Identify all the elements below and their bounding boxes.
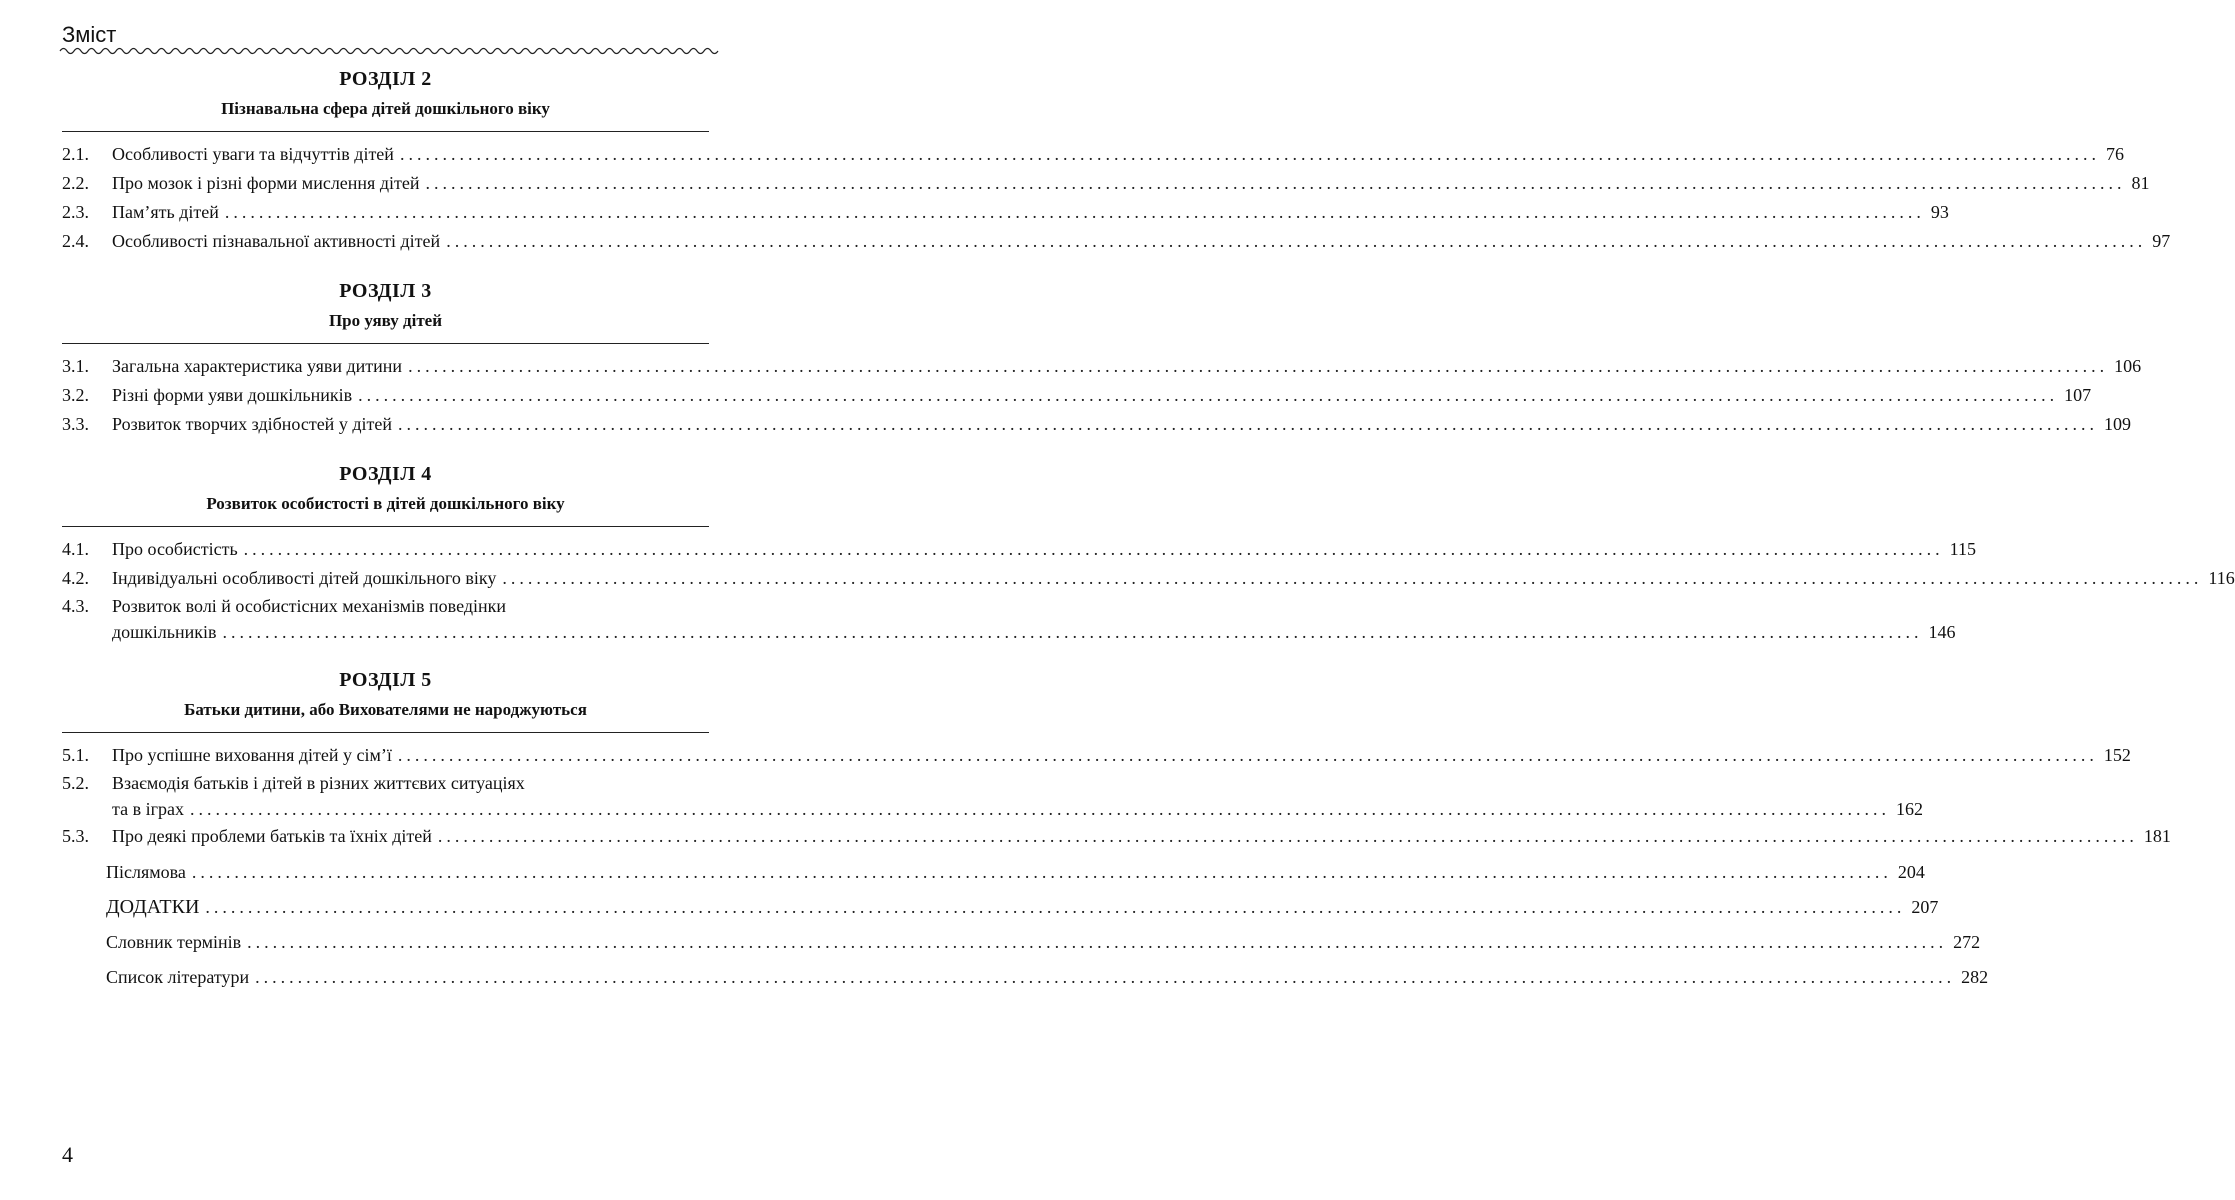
entry-number: 5.1. [62,745,89,765]
entry-page: 93 [1930,202,1949,222]
entry-number: 3.3. [62,414,89,434]
entry-page: 76 [2105,144,2124,164]
header-wavy-rule [60,44,710,58]
entry-page: 204 [1897,862,1925,882]
entry-title: Загальна характеристика уяви дитини [112,356,403,376]
toc-entry[interactable] [62,770,1923,822]
entry-page: 282 [1961,967,1989,987]
entry-title-line-1: Розвиток волі й особистісних механізмів поведінки [112,596,506,616]
dot-leader: ........................................................................................................................................................................................................ [191,862,1892,882]
entry-title: Різні форми уяви дошкільників [112,385,353,405]
entry-page: 152 [2103,745,2131,765]
toc-entry[interactable] [62,535,1976,564]
entry-number: 3.2. [62,385,89,405]
entry-page: 81 [2131,173,2150,193]
section-title: РОЗДІЛ 4 [339,463,432,485]
table-of-contents [62,68,2235,995]
entry-title-line-2: дошкільників [112,622,217,642]
dot-leader: ........................................................................................................................................................................................................ [222,622,1923,642]
section-4 [62,463,2235,645]
dot-leader: ........................................................................................................................................................................................................ [189,799,1890,819]
entry-title: Пам’ять дітей [112,202,219,222]
toc-entry[interactable] [62,352,2142,381]
toc-entry[interactable] [62,410,2131,439]
dot-leader: ........................................................................................................................................................................................................ [425,173,2126,193]
entry-title: Післямова [106,862,186,882]
entry-title: Список літератури [106,967,250,987]
entry-page: 146 [1928,622,1956,642]
section-subtitle: Про уяву дітей [328,311,443,330]
section-divider [62,526,709,527]
entry-title: Про успішне виховання дітей у сім’ї [112,745,392,765]
section-title: РОЗДІЛ 2 [339,68,432,90]
toc-entry[interactable] [62,169,2150,198]
entry-page: 162 [1895,799,1923,819]
section-subtitle: Пізнавальна сфера дітей дошкільного віку [221,99,550,118]
section-2 [62,68,2171,256]
entry-title: Про мозок і різні форми мислення дітей [112,173,420,193]
entry-title: ДОДАТКИ [106,896,200,918]
entry-number: 5.3. [62,826,89,846]
toc-entry[interactable] [62,890,1939,925]
entry-title: Індивідуальні особливості дітей дошкільного віку [112,568,497,588]
dot-leader: ........................................................................................................................................................................................................ [446,231,2147,251]
toc-entry[interactable] [62,925,1981,960]
entry-title: Розвиток творчих здібностей у дітей [112,414,392,434]
entry-page: 107 [2064,385,2092,405]
dot-leader: ........................................................................................................................................................................................................ [437,826,2138,846]
dot-leader: ........................................................................................................................................................................................................ [247,932,1948,952]
dot-leader: ........................................................................................................................................................................................................ [255,967,1956,987]
dot-leader: ........................................................................................................................................................................................................ [243,539,1944,559]
entry-page: 181 [2143,826,2171,846]
entry-page: 116 [2208,568,2235,588]
entry-title: Словник термінів [106,932,242,952]
entry-title: Особливості уваги та відчуттів дітей [112,144,394,164]
toc-entry[interactable] [62,227,2171,256]
toc-entry[interactable] [62,960,1989,995]
section-divider [62,732,709,733]
toc-entry[interactable] [62,140,2124,169]
dot-leader: ........................................................................................................................................................................................................ [397,745,2098,765]
dot-leader: ........................................................................................................................................................................................................ [397,414,2098,434]
entry-title-line-1: Взаємодія батьків і дітей в різних життєвих ситуаціях [112,773,525,793]
section-subtitle: Розвиток особистості в дітей дошкільного віку [206,494,565,513]
entry-page: 272 [1953,932,1981,952]
entry-page: 109 [2103,414,2131,434]
page-number: 4 [62,1142,73,1167]
back-matter [62,855,1989,995]
dot-leader: ........................................................................................................................................................................................................ [358,385,2059,405]
entry-number: 2.2. [62,173,89,193]
entry-title: Про особистість [112,539,238,559]
section-title: РОЗДІЛ 3 [339,280,432,302]
entry-number: 5.2. [62,773,89,793]
dot-leader: ........................................................................................................................................................................................................ [408,356,2109,376]
entry-title: Про деякі проблеми батьків та їхніх дітей [112,826,432,846]
entry-number: 2.1. [62,144,89,164]
dot-leader: ........................................................................................................................................................................................................ [399,144,2100,164]
entry-title-line-2: та в іграх [112,799,184,819]
section-divider [62,131,709,132]
entry-number: 2.3. [62,202,89,222]
section-3 [62,280,2142,439]
entry-page: 115 [1949,539,1976,559]
entry-number: 4.1. [62,539,89,559]
entry-number: 4.2. [62,568,89,588]
entry-number: 3.1. [62,356,89,376]
entry-number: 4.3. [62,596,89,616]
running-header: Зміст [62,22,117,47]
toc-entry[interactable] [62,593,1956,645]
toc-entry[interactable] [62,855,1925,890]
dot-leader: ........................................................................................................................................................................................................ [224,202,1925,222]
toc-entry[interactable] [62,381,2092,410]
entry-number: 2.4. [62,231,89,251]
dot-leader: ........................................................................................................................................................................................................ [502,568,2203,588]
toc-entry[interactable] [62,822,2171,851]
section-subtitle: Батьки дитини, або Вихователями не народжуються [184,700,587,719]
entry-page: 207 [1911,897,1939,917]
entry-page: 106 [2114,356,2142,376]
section-title: РОЗДІЛ 5 [339,669,432,691]
toc-entry[interactable] [62,741,2131,770]
entry-page: 97 [2152,231,2171,251]
toc-entry[interactable] [62,564,2235,593]
section-5 [62,669,2171,851]
entry-title: Особливості пізнавальної активності дітей [112,231,441,251]
toc-entry[interactable] [62,198,1949,227]
dot-leader: ........................................................................................................................................................................................................ [205,897,1906,917]
section-divider [62,343,709,344]
